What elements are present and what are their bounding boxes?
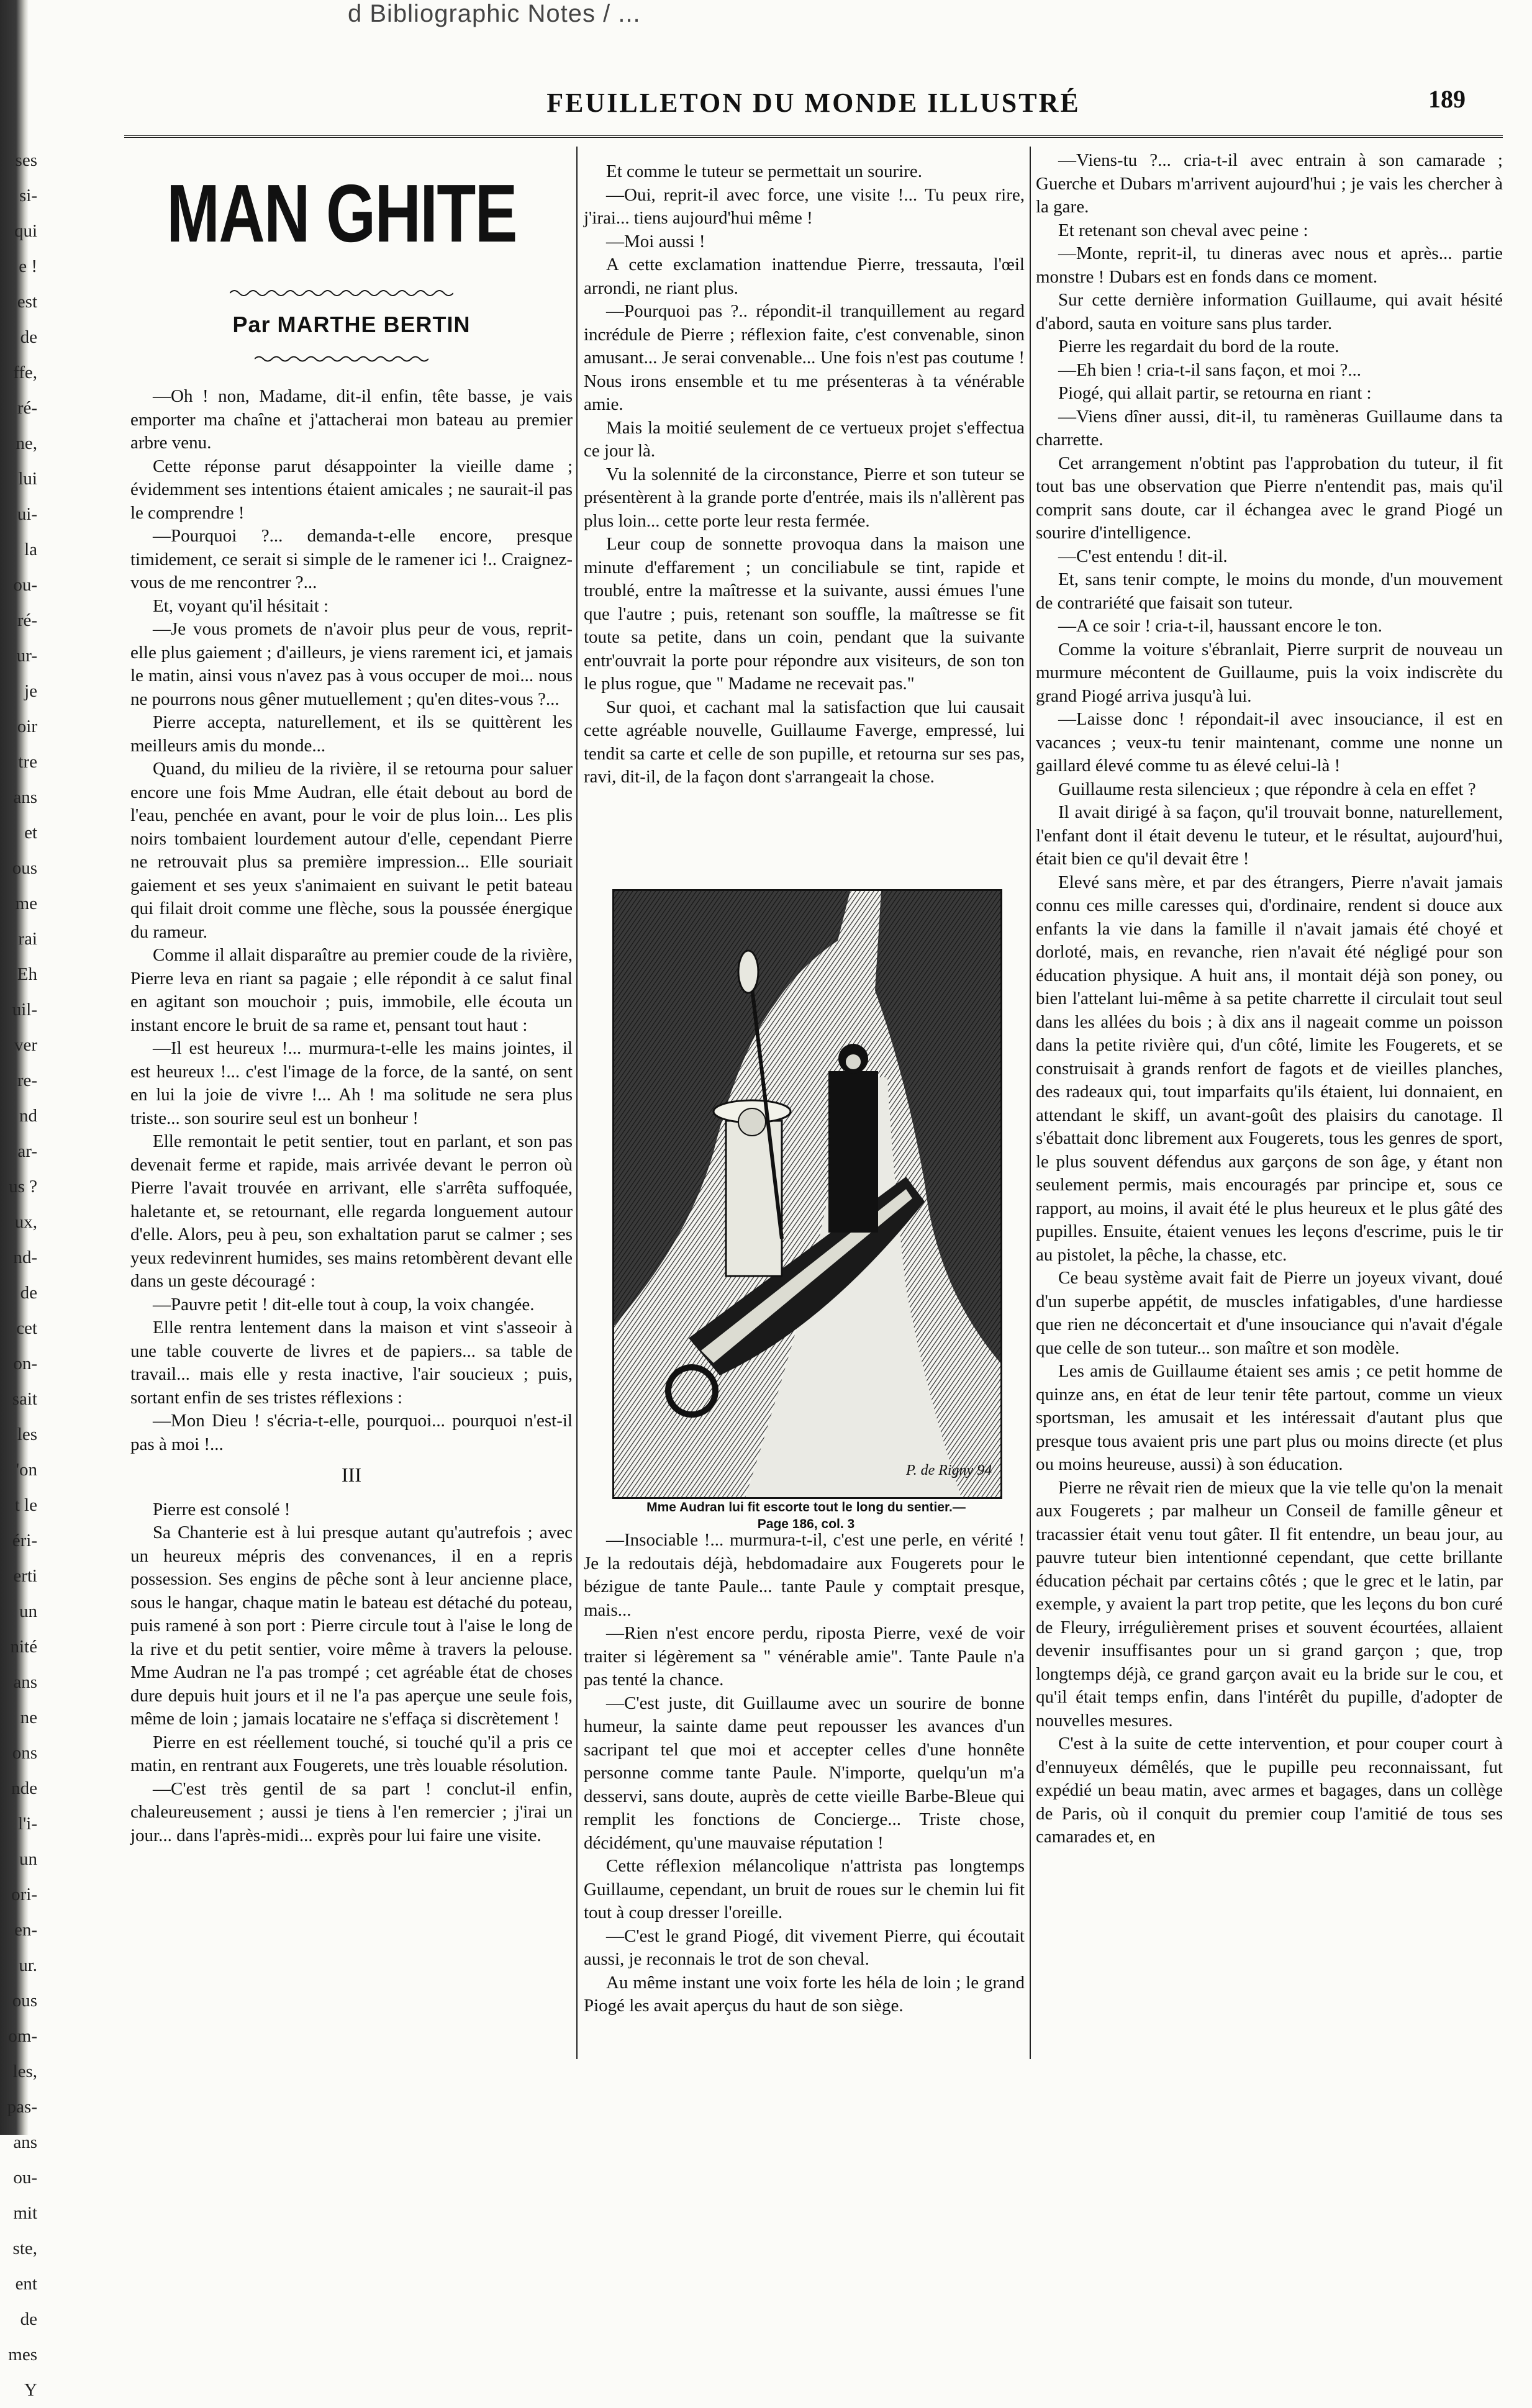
- margin-fragment: ré-: [17, 398, 37, 418]
- margin-fragment: Y: [24, 2380, 37, 2400]
- top-cropped-header: d Bibliographic Notes / ...: [348, 0, 641, 27]
- paragraph: —Insociable !... murmura-t-il, c'est une perle, en vérité ! Je la redoutais déjà, hebdomadaire aux Fougerets pour le bézigue de tante Paule... tante Paule y comptait presque, mais...: [584, 1530, 1025, 1620]
- paragraph: —Rien n'est encore perdu, riposta Pierre, vexé de voir traiter si légèrement sa " vénérable amie". Tante Paule n'a pas tenté la chance.: [584, 1623, 1025, 1690]
- margin-fragment: ver: [14, 1035, 37, 1055]
- margin-fragment: nité: [10, 1637, 37, 1657]
- paragraph: Pierre les regardait du bord de la route.: [1058, 337, 1339, 356]
- margin-fragment: cet: [16, 1318, 37, 1338]
- margin-fragment: ans: [13, 787, 37, 807]
- margin-fragment: si-: [19, 186, 37, 206]
- margin-fragment: om-: [8, 2026, 37, 2046]
- paragraph: Leur coup de sonnette provoqua dans la maison une minute d'effarement ; un conciliabule se tint, rapide et troublé, entre la maîtresse et la suivante, aussi émues l'une que l'autre ; puis, retenant son souffle, la maîtresse se fit toute sa petite, dans un coin, pendant que la suivante entr'ouvrait la porte pour répondre aux visiteurs, de son ton le plus rogue, que " Madame ne recevait pas.": [584, 534, 1025, 694]
- margin-fragment: mes: [8, 2345, 37, 2365]
- paragraph: —Viens-tu ?... cria-t-il avec entrain à son camarade ; Guerche et Dubars m'arrivent aujourd'hui ; je vais les chercher à la gare.: [1036, 150, 1503, 217]
- margin-fragment: ffe,: [13, 363, 37, 382]
- paragraph: Pierre accepta, naturellement, et ils se quittèrent les meilleurs amis du monde...: [130, 712, 573, 756]
- paragraph: —Pourquoi pas ?.. répondit-il tranquillement au regard incrédule de Pierre ; réflexion faite, c'est convenable, sinon amusant... Je serai convenable... Une fois n'est pas coutume ! Nous irons ensemble et tu me présenteras à ta vénérable amie.: [584, 301, 1025, 414]
- margin-fragment: ré-: [17, 610, 37, 630]
- margin-fragment: 'on: [16, 1460, 37, 1480]
- illustration-signature: P. de Rigny 94: [906, 1462, 992, 1478]
- margin-fragment: ent: [15, 2274, 37, 2294]
- margin-fragment: la: [24, 540, 37, 559]
- paragraph: —Eh bien ! cria-t-il sans façon, et moi ?...: [1058, 360, 1362, 380]
- paragraph: Comme la voiture s'ébranlait, Pierre surprit de nouveau un murmure mécontent de Guillaume, puis la voix indiscrète du grand Piogé arriva jusqu'à lui.: [1036, 639, 1503, 706]
- paragraph: Cette réponse parut désappointer la vieille dame ; évidemment ses intentions étaient amicales ; ne saurait-il pas le comprendre !: [130, 456, 573, 523]
- chapter-heading: III: [342, 1464, 361, 1486]
- margin-fragment: qui: [14, 221, 37, 241]
- margin-fragment: en-: [14, 1920, 37, 1940]
- paragraph: —A ce soir ! cria-t-il, haussant encore le ton.: [1058, 616, 1382, 636]
- margin-fragment: us ?: [9, 1177, 37, 1197]
- byline: Par MARTHE BERTIN: [232, 312, 471, 337]
- margin-fragment: uil-: [12, 1000, 37, 1020]
- paragraph: Cet arrangement n'obtint pas l'approbation du tuteur, il fit tout bas une observation que Pierre n'entendit pas, mais qu'il comprit sans doute, car il échangea avec le grand Piogé un sourire d'intelligence.: [1036, 453, 1503, 543]
- paragraph: Comme il allait disparaître au premier coude de la rivière, Pierre leva en riant sa pagaie ; elle répondit à ce salut final en agitant son mouchoir ; puis, immobile, elle écouta un instant encore le bruit de sa rame et, pensant tout haut :: [130, 945, 573, 1035]
- paragraph: Pierre en est réellement touché, si touché qu'il a pris ce matin, en rentrant aux Fougerets, une très louable résolution.: [130, 1732, 573, 1775]
- margin-fragment: et: [24, 823, 37, 843]
- margin-fragment: tre: [18, 752, 37, 772]
- margin-fragment: e !: [19, 256, 37, 276]
- paragraph: Sa Chanterie est à lui presque autant qu'autrefois ; avec un heureux mépris des convenances, il en a repris possession. Ses engins de pêche sont à leur ancienne place, sous le hangar, chaque matin le bateau est détaché du poteau, puis ramené à son port : Pierre circule tout à l'aise le long de la rive et du petit sentier, voire même à travers la pelouse. Mme Audran ne l'a pas trompé ; cet agréable état de choses dure depuis huit jours et il ne l'a pas aperçue une seule fois, même de loin ; jamais locataire ne s'effaça si discrètement !: [130, 1523, 573, 1729]
- margin-fragment: ui-: [17, 504, 37, 524]
- paragraph: —C'est entendu ! dit-il.: [1058, 546, 1228, 566]
- paragraph: Pierre ne rêvait rien de mieux que la vie telle qu'on la menait aux Fougerets ; par malheur un Conseil de famille gêneur et tracassier était venu tout gâter. Il fit entendre, un beau jour, au pauvre tuteur bien intentionné cependant, que cette brillante éducation péchait par certains côtés ; que le grec et le latin, par exemple, y avaient la part trop petite, que les leçons du bon curé de Fleury, irrégulièrement prises et souvent écourtées, allaient devenir insuffisantes pour un si grand garçon ; que, trop longtemps déjà, ce grand garçon avait eu la bride sur le cou, et qu'il était temps enfin, dans l'intérêt du pupille, d'adopter de nouvelles mesures.: [1036, 1477, 1503, 1731]
- paragraph: Vu la solennité de la circonstance, Pierre et son tuteur se présentèrent à la grande porte d'entrée, mais ils n'allèrent pas plus loin... cette porte leur resta fermée.: [584, 464, 1025, 531]
- margin-fragment: je: [24, 681, 37, 701]
- margin-fragment: ur-: [16, 646, 37, 666]
- paragraph: Quand, du milieu de la rivière, il se retourna pour saluer encore une fois Mme Audran, elle était debout au bord de l'eau, penchée en avant, pour le voir de plus loin... Les plis noirs tombaient lourdement autour d'elle, cependant Pierre ne retrouvait plus sa première impression... Elle souriait gaiement et ses yeux s'animaient en suivant le petit bateau qui filait droit comme une flèche, sous la poussée énergique du rameur.: [130, 759, 573, 942]
- paragraph: Et comme le tuteur se permettait un sourire.: [606, 161, 922, 181]
- margin-fragment: mit: [13, 2203, 37, 2223]
- illustration-caption: Mme Audran lui fit escorte tout le long du sentier.— Page 186, col. 3: [646, 1500, 966, 1531]
- margin-fragment: ou-: [13, 575, 37, 595]
- paragraph: —Mon Dieu ! s'écria-t-elle, pourquoi... pourquoi n'est-il pas à moi !...: [130, 1411, 573, 1454]
- paragraph: —Monte, reprit-il, tu dineras avec nous et après... partie monstre ! Dubars est en fonds dans ce moment.: [1036, 243, 1503, 287]
- byline-ornament: [255, 353, 428, 365]
- margin-fragment: lui: [18, 469, 37, 489]
- paragraph: Les amis de Guillaume étaient ses amis ; ce petit homme de quinze ans, en état de leur tenir tête partout, comme un vieux sportsman, les amusait et les intéressait d'autant plus que presque tous avaient pris une part plus ou moins directe (et plus ou moins heureuse, aussi) à son éducation.: [1036, 1361, 1503, 1474]
- paragraph: —Pauvre petit ! dit-elle tout à coup, la voix changée.: [153, 1294, 535, 1315]
- column-rule: [576, 147, 578, 2059]
- paragraph: Sur quoi, et cachant mal la satisfaction que lui causait cette agréable nouvelle, Guillaume Faverge, empressé, lui tendit sa carte et celle de son pupille, et retourna sur ses pas, ravi, dit-il, de la façon dont s'arrangeait la chose.: [584, 697, 1025, 787]
- paragraph: Et retenant son cheval avec peine :: [1058, 220, 1308, 240]
- paragraph: —C'est le grand Piogé, dit vivement Pierre, qui écoutait aussi, je reconnais le trot de son cheval.: [584, 1926, 1025, 1969]
- article-title: MAN GHITE: [166, 168, 517, 259]
- margin-fragment: ne: [20, 1708, 37, 1727]
- paragraph: —Pourquoi ?... demanda-t-elle encore, presque timidement, ce serait si simple de le ramener ici !.. Craignez-vous de me rencontrer ?...: [130, 526, 573, 592]
- paragraph: Piogé, qui allait partir, se retourna en riant :: [1058, 383, 1372, 403]
- paragraph: Et, sans tenir compte, le moins du monde, d'un mouvement de contrariété que faisait son tuteur.: [1036, 569, 1503, 613]
- paragraph: C'est à la suite de cette intervention, et pour couper court à d'ennuyeux démêlés, que le pupille peu reconnaissant, fut expédié un beau matin, avec armes et bagages, dans un collège de Paris, où il conquit du premier coup l'amitié de tous ses camarades et, en: [1036, 1734, 1503, 1847]
- margin-fragment: ous: [12, 1991, 37, 2011]
- paragraph: —Je vous promets de n'avoir plus peur de vous, reprit-elle plus gaiement ; d'ailleurs, je viens rarement ici, et jamais le matin, ainsi vous n'avez pas à vous occuper de moi... nous ne pourrons nous gêner mutuellement ; qu'en dites-vous ?...: [130, 619, 573, 709]
- paragraph: —C'est juste, dit Guillaume avec un sourire de bonne humeur, la sainte dame peut repousser les avances d'un sacripant tel que moi et accepter celles d'une honnête personne comme tante Paule. N'importe, quelqu'un m'a desservi, sans doute, auprès de cette vieille Barbe-Bleue qui remplit les fonctions de Concierge... Triste chose, décidément, qu'une mauvaise réputation !: [584, 1693, 1025, 1853]
- margin-fragment: de: [20, 327, 37, 347]
- margin-fragment: les,: [12, 2062, 37, 2081]
- paragraph: Il avait dirigé à sa façon, qu'il trouvait bonne, naturellement, l'enfant dont il était devenu le tuteur, et le résultat, aujourd'hui, était bien ce qu'il devait être !: [1036, 802, 1503, 869]
- text-column-3: [1036, 149, 1503, 1849]
- left-margin-fragments: [0, 143, 37, 2408]
- margin-fragment: ur.: [19, 1955, 37, 1975]
- running-head: FEUILLETON DU MONDE ILLUSTRÉ: [546, 88, 1081, 118]
- margin-fragment: est: [17, 292, 37, 312]
- title-ornament: [230, 287, 453, 299]
- illustration: [612, 889, 1002, 1499]
- paragraph: Ce beau système avait fait de Pierre un joyeux vivant, doué d'un superbe appétit, de muscles infatigables, d'une hardiesse que rien ne déconcertait et d'une insouciance qui n'avait d'égale que celle de son tuteur... son maître et son modèle.: [1036, 1268, 1503, 1358]
- column-rule: [1030, 147, 1031, 2059]
- margin-fragment: me: [15, 894, 37, 913]
- margin-fragment: ans: [13, 2132, 37, 2152]
- margin-fragment: de: [20, 2309, 37, 2329]
- margin-fragment: ar-: [17, 1141, 37, 1161]
- text-column-1: [130, 385, 573, 1847]
- paragraph: —Oh ! non, Madame, dit-il enfin, tête basse, je vais emporter ma chaîne et j'attacherai mon bateau au premier arbre venu.: [130, 386, 573, 453]
- margin-fragment: ans: [13, 1672, 37, 1692]
- paragraph: Et, voyant qu'il hésitait :: [153, 595, 329, 616]
- text-column-2-lower: [584, 1529, 1025, 2018]
- paragraph: —Oui, reprit-il avec force, une visite !... Tu peux rire, j'irai... tiens aujourd'hui même !: [584, 184, 1025, 228]
- paragraph: —Laisse donc ! répondait-il avec insouciance, il est en vacances ; veux-tu tenir maintenant, comme une nonne un gaillard élevé comme tu as élevé celui-là !: [1036, 709, 1503, 776]
- margin-fragment: l'i-: [18, 1814, 37, 1834]
- paragraph: Elle remontait le petit sentier, tout en parlant, et son pas devenait ferme et rapide, mais arrivée devant le perron où Pierre l'avait trouvée en arrivant, elle s'arrêta suffoquée, haletante et, se retournant, elle regarda longuement autour d'elle. Alors, peu à peu, son exhaltation parut se calmer ; ses yeux redevinrent humides, ses mains retombèrent devant elle dans un geste découragé :: [130, 1131, 573, 1291]
- margin-fragment: nd-: [13, 1247, 37, 1267]
- margin-fragment: nde: [11, 1778, 37, 1798]
- margin-fragment: erti: [13, 1566, 37, 1586]
- paragraph: Guillaume resta silencieux ; que répondre à cela en effet ?: [1058, 779, 1476, 799]
- margin-fragment: Eh: [17, 964, 37, 984]
- margin-fragment: ste,: [12, 2238, 37, 2258]
- margin-fragment: sait: [12, 1389, 37, 1409]
- margin-fragment: nd: [19, 1106, 37, 1126]
- margin-fragment: ses: [15, 150, 37, 170]
- paragraph: Pierre est consolé !: [153, 1499, 291, 1519]
- margin-fragment: re-: [17, 1070, 37, 1090]
- margin-fragment: un: [19, 1849, 37, 1869]
- margin-fragment: ou-: [13, 2168, 37, 2188]
- paragraph: —C'est très gentil de sa part ! conclut-il enfin, chaleureusement ; aussi je tiens à l'en remercier ; j'irai un jour... dans l'après-midi... exprès pour lui faire une visite.: [130, 1778, 573, 1845]
- margin-fragment: pas-: [7, 2097, 37, 2117]
- margin-fragment: les: [17, 1424, 37, 1444]
- margin-fragment: on-: [13, 1354, 37, 1374]
- margin-fragment: t le: [14, 1495, 37, 1515]
- paragraph: A cette exclamation inattendue Pierre, tressauta, l'œil arrondi, ne riant plus.: [584, 255, 1025, 298]
- paragraph: Mais la moitié seulement de ce vertueux projet s'effectua ce jour là.: [584, 417, 1025, 461]
- paragraph: Cette réflexion mélancolique n'attrista pas longtemps Guillaume, cependant, un bruit de roues sur le chemin lui fit tout à coup dresser l'oreille.: [584, 1856, 1025, 1922]
- paragraph: Elevé sans mère, et par des étrangers, Pierre n'avait jamais connu ces mille caresses qui, d'ordinaire, rendent si douce aux enfants la vie dans la famille il n'avait jamais été choyé et dorloté, mais, en revanche, rien n'avait été négligé pour son éducation physique. A huit ans, il montait déjà son poney, ou bien l'attelant lui-même à sa petite charrette il circulait tout seul dans les allées du bois ; à dix ans il nageait comme un poisson dans la petite rivière qui, d'un côté, limite les Fougerets, et se construisait à grands renfort de fagots et de vieilles planches, des radeaux qui, tout imparfaits qu'ils étaient, lui donnaient, en attendant le skiff, un avant-goût des plaisirs du canotage. Il s'ébattait donc librement aux Fougerets, tous les genres de sport, le plus souvent défendus aux garçons de son âge, y étant non seulement permis, mais encouragés par principe et, sous ce rapport, au moins, il avait été le plus heureux et le plus gâté des pupilles. Ensuite, étaient venues les leçons d'escrime, puis le tir au pistolet, la pêche, la chasse, etc.: [1036, 872, 1503, 1265]
- header-rule: [124, 135, 1503, 138]
- margin-fragment: ux,: [14, 1212, 37, 1232]
- paragraph: Au même instant une voix forte les héla de loin ; le grand Piogé les avait aperçus du haut de son siège.: [584, 1972, 1025, 2016]
- text-column-2: [584, 160, 1025, 789]
- paragraph: Sur cette dernière information Guillaume, qui avait hésité d'abord, sauta en voiture sans plus tarder.: [1036, 290, 1503, 333]
- margin-fragment: ne,: [16, 433, 37, 453]
- margin-fragment: oir: [17, 717, 37, 736]
- paragraph: —Viens dîner aussi, dit-il, tu ramèneras Guillaume dans ta charrette.: [1036, 406, 1503, 450]
- margin-fragment: de: [20, 1283, 37, 1303]
- paragraph: —Moi aussi !: [606, 231, 705, 251]
- margin-fragment: éri-: [12, 1531, 37, 1550]
- page-number: 189: [1428, 85, 1466, 113]
- margin-fragment: ori-: [11, 1885, 37, 1904]
- margin-fragment: rai: [18, 929, 37, 949]
- paragraph: —Il est heureux !... murmura-t-elle les mains jointes, il est heureux !... c'est l'image de la force, de la santé, on sent en lui la joie de vivre !... Ah ! ma solitude ne sera plus triste... son sourire seul est un bonheur !: [130, 1038, 573, 1128]
- paragraph: Elle rentra lentement dans la maison et vint s'asseoir à une table couverte de livres et de papiers... sa table de travail... mais elle y resta inactive, l'air soucieux ; puis, sortant enfin de ses tristes réflexions :: [130, 1318, 573, 1408]
- margin-fragment: ous: [12, 858, 37, 878]
- margin-fragment: un: [19, 1601, 37, 1621]
- margin-fragment: ons: [12, 1743, 37, 1763]
